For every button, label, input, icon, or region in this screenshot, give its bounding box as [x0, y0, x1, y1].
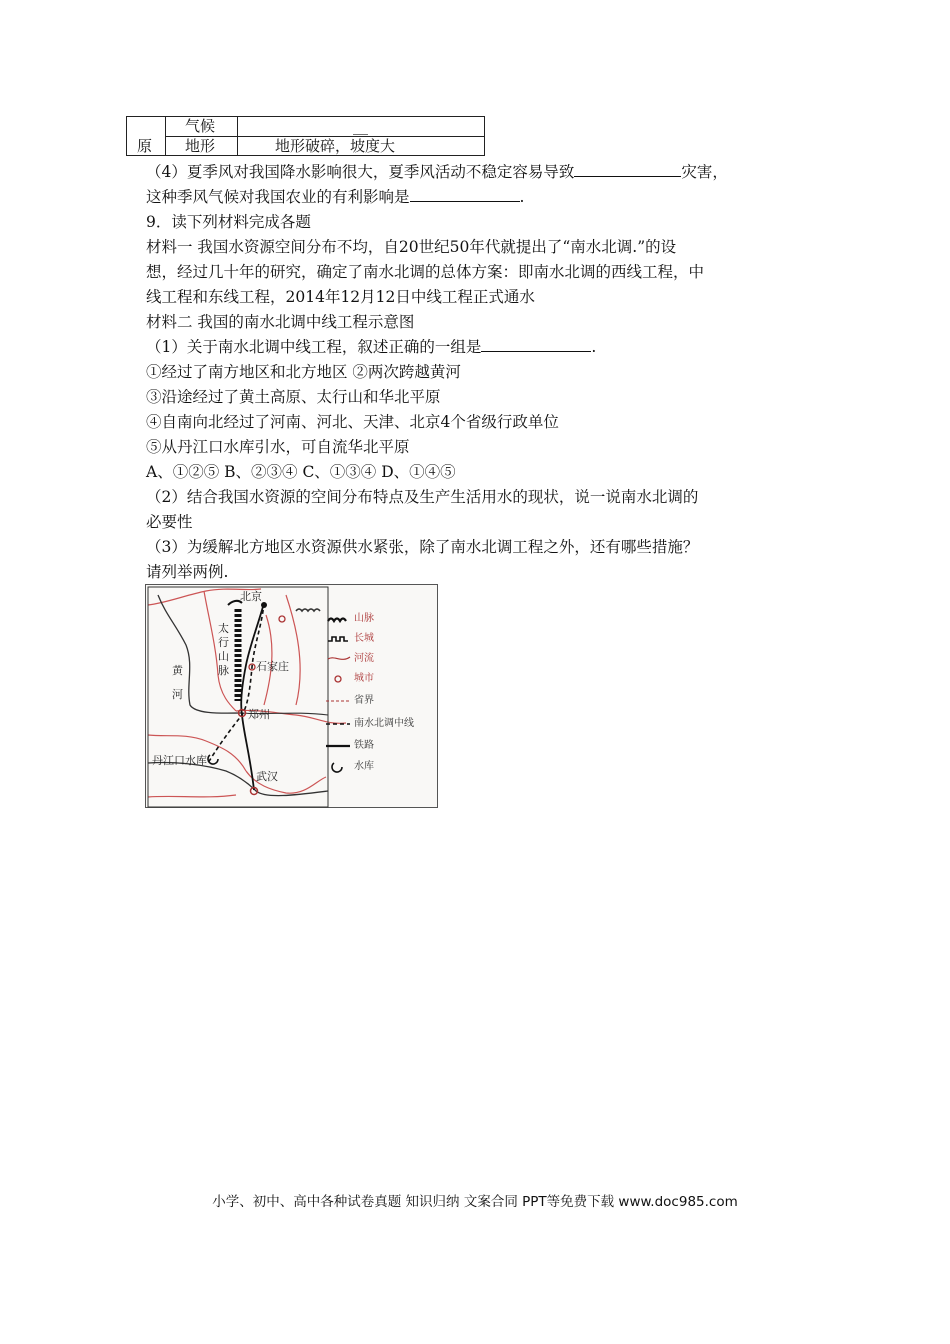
q4-text-d: . [519, 188, 525, 206]
option-line-1: ①经过了南方地区和北方地区 ②两次跨越黄河 [146, 363, 461, 381]
answer-choices: A、①②⑤ B、②③④ C、①③④ D、①④⑤ [146, 463, 456, 481]
sub-q1 [146, 335, 596, 359]
table-terrain-label: 地形 [185, 137, 216, 155]
page-footer: 小学、初中、高中各种试卷真题 知识归纳 文案合同 PPT等免费下载 www.doc985.com [212, 1194, 738, 1210]
label-beijing: 北京 [240, 590, 262, 603]
cause-table [126, 116, 485, 156]
label-zhengzhou: 郑州 [248, 708, 270, 721]
material-1-line-2: 想，经过几十年的研究，确定了南水北调的总体方案：即南水北调的西线工程，中 [146, 263, 705, 281]
option-line-2: ③沿途经过了黄土高原、太行山和华北平原 [146, 388, 441, 406]
legend-river: 河流 [354, 653, 374, 664]
legend-greatwall: 长城 [354, 633, 374, 644]
material-2: 材料二 我国的南水北调中线工程示意图 [146, 313, 415, 331]
label-taihang-4: 脉 [218, 664, 229, 677]
legend-mountain: 山脉 [354, 613, 374, 624]
q4-line-2 [146, 185, 524, 209]
option-line-3: ④自南向北经过了河南、河北、天津、北京4个省级行政单位 [146, 413, 559, 431]
q9-title: 9．读下列材料完成各题 [146, 213, 311, 231]
legend-railway: 铁路 [354, 740, 374, 751]
sub-q2-line-1: （2）结合我国水资源的空间分布特点及生产生活用水的现状，说一说南水北调的 [146, 488, 699, 506]
legend-reservoir: 水库 [354, 761, 374, 772]
q4-text-a: （4）夏季风对我国降水影响很大，夏季风活动不稳定容易导致 [146, 163, 575, 181]
q4-text-b: 灾害， [681, 163, 728, 181]
sub-q1-end: . [591, 338, 597, 356]
sub-q3-line-1: （3）为缓解北方地区水资源供水紧张，除了南水北调工程之外，还有哪些措施？ [146, 538, 699, 556]
table-climate-label: 气候 [185, 117, 216, 135]
label-taihang-3: 山 [218, 650, 229, 663]
q4-blank-2[interactable] [410, 185, 520, 202]
map-drawing [146, 585, 439, 809]
option-line-4: ⑤从丹江口水库引水，可自流华北平原 [146, 438, 410, 456]
material-1-line-1: 材料一 我国水资源空间分布不均，自20世纪50年代就提出了“南水北调.”的设 [146, 238, 677, 256]
sub-q3-line-2: 请列举两例. [146, 563, 229, 581]
legend-route: 南水北调中线 [354, 718, 414, 729]
q4-line-1 [146, 160, 728, 184]
legend-province: 省界 [354, 695, 374, 706]
legend-city: 城市 [354, 673, 374, 684]
label-taihang-2: 行 [218, 636, 229, 649]
sub-q2-line-2: 必要性 [146, 513, 193, 531]
table-row-group-label: 原 [137, 137, 153, 155]
sub-q1-blank[interactable] [481, 335, 591, 352]
label-wuhan: 武汉 [256, 770, 278, 783]
material-1-line-3: 线工程和东线工程，2014年12月12日中线工程正式通水 [146, 288, 535, 306]
table-climate-value: __ [353, 117, 368, 135]
q4-blank-1[interactable] [574, 160, 681, 177]
q4-text-c: 这种季风气候对我国农业的有利影响是 [146, 188, 410, 206]
label-shijiazhuang: 石家庄 [256, 660, 289, 673]
label-huanghe-1: 黄 [172, 664, 183, 677]
label-taihang-1: 太 [218, 622, 229, 635]
south-north-water-diversion-map [145, 584, 438, 808]
table-terrain-value: 地形破碎，坡度大 [275, 137, 396, 155]
label-huanghe-2: 河 [172, 688, 183, 701]
sub-q1-text: （1）关于南水北调中线工程，叙述正确的一组是 [146, 338, 482, 356]
label-danjiangkou: 丹江口水库 [152, 754, 207, 767]
